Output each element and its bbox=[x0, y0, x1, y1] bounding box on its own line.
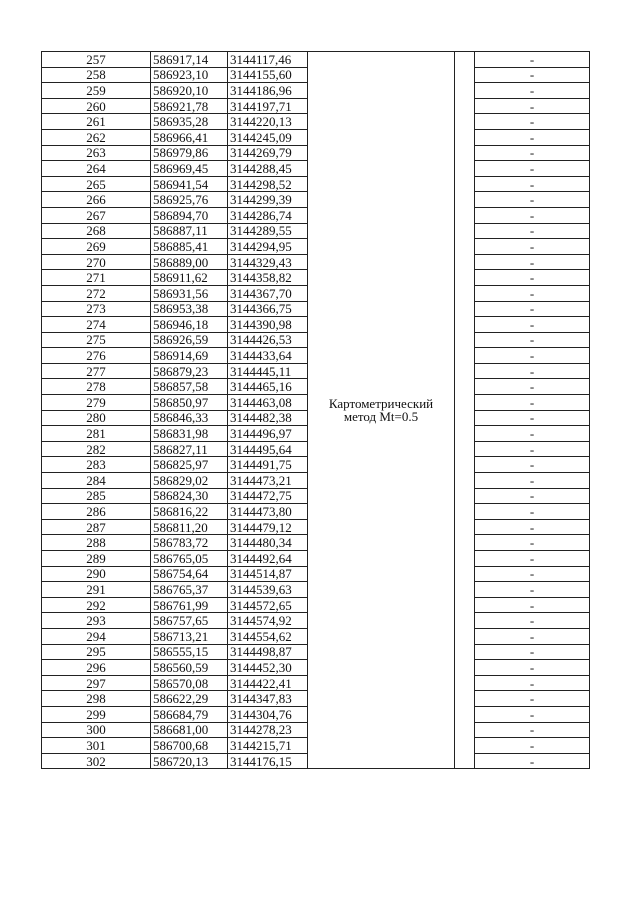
accuracy-value-cell: - bbox=[475, 317, 590, 333]
accuracy-value-cell: - bbox=[475, 473, 590, 489]
method-text-line: метод Mt=0.5 bbox=[343, 409, 419, 425]
point-number-cell: 283 bbox=[42, 457, 151, 473]
point-number-cell: 268 bbox=[42, 223, 151, 239]
point-number-cell: 259 bbox=[42, 83, 151, 99]
x-coordinate-cell: 586720,13 bbox=[151, 753, 228, 769]
accuracy-value-cell: - bbox=[475, 410, 590, 426]
x-coordinate-cell: 586969,45 bbox=[151, 161, 228, 177]
accuracy-value-cell: - bbox=[475, 379, 590, 395]
x-coordinate-cell: 586889,00 bbox=[151, 254, 228, 270]
x-coordinate-cell: 586911,62 bbox=[151, 270, 228, 286]
accuracy-value-cell: - bbox=[475, 52, 590, 68]
point-number-cell: 286 bbox=[42, 504, 151, 520]
method-cell bbox=[308, 52, 455, 769]
y-coordinate-cell: 3144304,76 bbox=[228, 706, 308, 722]
x-coordinate-cell: 586923,10 bbox=[151, 67, 228, 83]
x-coordinate-cell: 586850,97 bbox=[151, 395, 228, 411]
x-coordinate-cell: 586914,69 bbox=[151, 348, 228, 364]
x-coordinate-cell: 586894,70 bbox=[151, 207, 228, 223]
accuracy-value-cell: - bbox=[475, 441, 590, 457]
point-number-cell: 291 bbox=[42, 582, 151, 598]
point-number-cell: 295 bbox=[42, 644, 151, 660]
x-coordinate-cell: 586887,11 bbox=[151, 223, 228, 239]
x-coordinate-cell: 586765,37 bbox=[151, 582, 228, 598]
y-coordinate-cell: 3144367,70 bbox=[228, 285, 308, 301]
x-coordinate-cell: 586941,54 bbox=[151, 176, 228, 192]
y-coordinate-cell: 3144572,65 bbox=[228, 597, 308, 613]
accuracy-value-cell: - bbox=[475, 691, 590, 707]
point-number-cell: 269 bbox=[42, 239, 151, 255]
accuracy-value-cell: - bbox=[475, 457, 590, 473]
accuracy-value-cell: - bbox=[475, 644, 590, 660]
coordinates-table bbox=[41, 51, 590, 769]
point-number-cell: 297 bbox=[42, 675, 151, 691]
x-coordinate-cell: 586926,59 bbox=[151, 332, 228, 348]
accuracy-value-cell: - bbox=[475, 551, 590, 567]
point-number-cell: 302 bbox=[42, 753, 151, 769]
y-coordinate-cell: 3144176,15 bbox=[228, 753, 308, 769]
point-number-cell: 290 bbox=[42, 566, 151, 582]
accuracy-value-cell: - bbox=[475, 145, 590, 161]
point-number-cell: 273 bbox=[42, 301, 151, 317]
x-coordinate-cell: 586921,78 bbox=[151, 98, 228, 114]
y-coordinate-cell: 3144433,64 bbox=[228, 348, 308, 364]
y-coordinate-cell: 3144452,30 bbox=[228, 660, 308, 676]
accuracy-value-cell: - bbox=[475, 239, 590, 255]
y-coordinate-cell: 3144463,08 bbox=[228, 395, 308, 411]
x-coordinate-cell: 586885,41 bbox=[151, 239, 228, 255]
point-number-cell: 301 bbox=[42, 738, 151, 754]
x-coordinate-cell: 586825,97 bbox=[151, 457, 228, 473]
x-coordinate-cell: 586757,65 bbox=[151, 613, 228, 629]
y-coordinate-cell: 3144278,23 bbox=[228, 722, 308, 738]
y-coordinate-cell: 3144299,39 bbox=[228, 192, 308, 208]
point-number-cell: 294 bbox=[42, 628, 151, 644]
y-coordinate-cell: 3144574,92 bbox=[228, 613, 308, 629]
accuracy-value-cell: - bbox=[475, 254, 590, 270]
point-number-cell: 279 bbox=[42, 395, 151, 411]
y-coordinate-cell: 3144186,96 bbox=[228, 83, 308, 99]
accuracy-value-cell: - bbox=[475, 207, 590, 223]
accuracy-value-cell: - bbox=[475, 660, 590, 676]
point-number-cell: 299 bbox=[42, 706, 151, 722]
accuracy-value-cell: - bbox=[475, 223, 590, 239]
y-coordinate-cell: 3144554,62 bbox=[228, 628, 308, 644]
y-coordinate-cell: 3144473,21 bbox=[228, 473, 308, 489]
point-number-cell: 277 bbox=[42, 363, 151, 379]
x-coordinate-cell: 586879,23 bbox=[151, 363, 228, 379]
point-number-cell: 257 bbox=[42, 52, 151, 68]
x-coordinate-cell: 586700,68 bbox=[151, 738, 228, 754]
accuracy-value-cell: - bbox=[475, 597, 590, 613]
y-coordinate-cell: 3144492,64 bbox=[228, 551, 308, 567]
accuracy-value-cell: - bbox=[475, 738, 590, 754]
y-coordinate-cell: 3144329,43 bbox=[228, 254, 308, 270]
x-coordinate-cell: 586560,59 bbox=[151, 660, 228, 676]
point-number-cell: 264 bbox=[42, 161, 151, 177]
coordinates-table-body bbox=[42, 52, 590, 769]
x-coordinate-cell: 586811,20 bbox=[151, 519, 228, 535]
point-number-cell: 287 bbox=[42, 519, 151, 535]
accuracy-value-cell: - bbox=[475, 114, 590, 130]
y-coordinate-cell: 3144539,63 bbox=[228, 582, 308, 598]
y-coordinate-cell: 3144288,45 bbox=[228, 161, 308, 177]
accuracy-value-cell: - bbox=[475, 753, 590, 769]
y-coordinate-cell: 3144472,75 bbox=[228, 488, 308, 504]
y-coordinate-cell: 3144366,75 bbox=[228, 301, 308, 317]
y-coordinate-cell: 3144480,34 bbox=[228, 535, 308, 551]
x-coordinate-cell: 586765,05 bbox=[151, 551, 228, 567]
point-number-cell: 270 bbox=[42, 254, 151, 270]
y-coordinate-cell: 3144514,87 bbox=[228, 566, 308, 582]
accuracy-value-cell: - bbox=[475, 519, 590, 535]
y-coordinate-cell: 3144347,83 bbox=[228, 691, 308, 707]
x-coordinate-cell: 586979,86 bbox=[151, 145, 228, 161]
y-coordinate-cell: 3144482,38 bbox=[228, 410, 308, 426]
x-coordinate-cell: 586761,99 bbox=[151, 597, 228, 613]
point-number-cell: 280 bbox=[42, 410, 151, 426]
accuracy-value-cell: - bbox=[475, 706, 590, 722]
x-coordinate-cell: 586831,98 bbox=[151, 426, 228, 442]
accuracy-value-cell: - bbox=[475, 192, 590, 208]
accuracy-value-cell: - bbox=[475, 67, 590, 83]
x-coordinate-cell: 586681,00 bbox=[151, 722, 228, 738]
x-coordinate-cell: 586953,38 bbox=[151, 301, 228, 317]
point-number-cell: 262 bbox=[42, 129, 151, 145]
point-number-cell: 282 bbox=[42, 441, 151, 457]
point-number-cell: 288 bbox=[42, 535, 151, 551]
point-number-cell: 289 bbox=[42, 551, 151, 567]
point-number-cell: 281 bbox=[42, 426, 151, 442]
point-number-cell: 278 bbox=[42, 379, 151, 395]
empty-column-cell bbox=[455, 52, 475, 769]
x-coordinate-cell: 586824,30 bbox=[151, 488, 228, 504]
point-number-cell: 296 bbox=[42, 660, 151, 676]
point-number-cell: 272 bbox=[42, 285, 151, 301]
point-number-cell: 261 bbox=[42, 114, 151, 130]
y-coordinate-cell: 3144390,98 bbox=[228, 317, 308, 333]
accuracy-value-cell: - bbox=[475, 395, 590, 411]
accuracy-value-cell: - bbox=[475, 566, 590, 582]
y-coordinate-cell: 3144220,13 bbox=[228, 114, 308, 130]
y-coordinate-cell: 3144117,46 bbox=[228, 52, 308, 68]
accuracy-value-cell: - bbox=[475, 285, 590, 301]
y-coordinate-cell: 3144491,75 bbox=[228, 457, 308, 473]
x-coordinate-cell: 586857,58 bbox=[151, 379, 228, 395]
x-coordinate-cell: 586935,28 bbox=[151, 114, 228, 130]
accuracy-value-cell: - bbox=[475, 176, 590, 192]
y-coordinate-cell: 3144286,74 bbox=[228, 207, 308, 223]
x-coordinate-cell: 586925,76 bbox=[151, 192, 228, 208]
accuracy-value-cell: - bbox=[475, 504, 590, 520]
point-number-cell: 284 bbox=[42, 473, 151, 489]
y-coordinate-cell: 3144289,55 bbox=[228, 223, 308, 239]
x-coordinate-cell: 586684,79 bbox=[151, 706, 228, 722]
y-coordinate-cell: 3144294,95 bbox=[228, 239, 308, 255]
accuracy-value-cell: - bbox=[475, 332, 590, 348]
accuracy-value-cell: - bbox=[475, 722, 590, 738]
y-coordinate-cell: 3144495,64 bbox=[228, 441, 308, 457]
accuracy-value-cell: - bbox=[475, 270, 590, 286]
x-coordinate-cell: 586920,10 bbox=[151, 83, 228, 99]
x-coordinate-cell: 586754,64 bbox=[151, 566, 228, 582]
y-coordinate-cell: 3144245,09 bbox=[228, 129, 308, 145]
y-coordinate-cell: 3144445,11 bbox=[228, 363, 308, 379]
y-coordinate-cell: 3144269,79 bbox=[228, 145, 308, 161]
x-coordinate-cell: 586946,18 bbox=[151, 317, 228, 333]
accuracy-value-cell: - bbox=[475, 129, 590, 145]
method-text-line: Картометрический bbox=[328, 396, 434, 412]
x-coordinate-cell: 586931,56 bbox=[151, 285, 228, 301]
point-number-cell: 292 bbox=[42, 597, 151, 613]
x-coordinate-cell: 586846,33 bbox=[151, 410, 228, 426]
y-coordinate-cell: 3144473,80 bbox=[228, 504, 308, 520]
point-number-cell: 276 bbox=[42, 348, 151, 364]
accuracy-value-cell: - bbox=[475, 363, 590, 379]
y-coordinate-cell: 3144496,97 bbox=[228, 426, 308, 442]
y-coordinate-cell: 3144215,71 bbox=[228, 738, 308, 754]
x-coordinate-cell: 586917,14 bbox=[151, 52, 228, 68]
accuracy-value-cell: - bbox=[475, 628, 590, 644]
point-number-cell: 300 bbox=[42, 722, 151, 738]
point-number-cell: 285 bbox=[42, 488, 151, 504]
accuracy-value-cell: - bbox=[475, 535, 590, 551]
point-number-cell: 267 bbox=[42, 207, 151, 223]
x-coordinate-cell: 586829,02 bbox=[151, 473, 228, 489]
accuracy-value-cell: - bbox=[475, 301, 590, 317]
y-coordinate-cell: 3144426,53 bbox=[228, 332, 308, 348]
accuracy-value-cell: - bbox=[475, 98, 590, 114]
x-coordinate-cell: 586713,21 bbox=[151, 628, 228, 644]
accuracy-value-cell: - bbox=[475, 348, 590, 364]
point-number-cell: 265 bbox=[42, 176, 151, 192]
point-number-cell: 275 bbox=[42, 332, 151, 348]
table-row bbox=[42, 52, 590, 68]
x-coordinate-cell: 586966,41 bbox=[151, 129, 228, 145]
point-number-cell: 266 bbox=[42, 192, 151, 208]
accuracy-value-cell: - bbox=[475, 675, 590, 691]
x-coordinate-cell: 586783,72 bbox=[151, 535, 228, 551]
y-coordinate-cell: 3144479,12 bbox=[228, 519, 308, 535]
x-coordinate-cell: 586816,22 bbox=[151, 504, 228, 520]
accuracy-value-cell: - bbox=[475, 426, 590, 442]
accuracy-value-cell: - bbox=[475, 582, 590, 598]
y-coordinate-cell: 3144197,71 bbox=[228, 98, 308, 114]
point-number-cell: 298 bbox=[42, 691, 151, 707]
y-coordinate-cell: 3144498,87 bbox=[228, 644, 308, 660]
accuracy-value-cell: - bbox=[475, 488, 590, 504]
y-coordinate-cell: 3144155,60 bbox=[228, 67, 308, 83]
point-number-cell: 271 bbox=[42, 270, 151, 286]
point-number-cell: 260 bbox=[42, 98, 151, 114]
x-coordinate-cell: 586570,08 bbox=[151, 675, 228, 691]
y-coordinate-cell: 3144298,52 bbox=[228, 176, 308, 192]
point-number-cell: 274 bbox=[42, 317, 151, 333]
accuracy-value-cell: - bbox=[475, 613, 590, 629]
y-coordinate-cell: 3144358,82 bbox=[228, 270, 308, 286]
accuracy-value-cell: - bbox=[475, 161, 590, 177]
accuracy-value-cell: - bbox=[475, 83, 590, 99]
x-coordinate-cell: 586622,29 bbox=[151, 691, 228, 707]
x-coordinate-cell: 586827,11 bbox=[151, 441, 228, 457]
y-coordinate-cell: 3144465,16 bbox=[228, 379, 308, 395]
point-number-cell: 293 bbox=[42, 613, 151, 629]
x-coordinate-cell: 586555,15 bbox=[151, 644, 228, 660]
point-number-cell: 263 bbox=[42, 145, 151, 161]
y-coordinate-cell: 3144422,41 bbox=[228, 675, 308, 691]
point-number-cell: 258 bbox=[42, 67, 151, 83]
